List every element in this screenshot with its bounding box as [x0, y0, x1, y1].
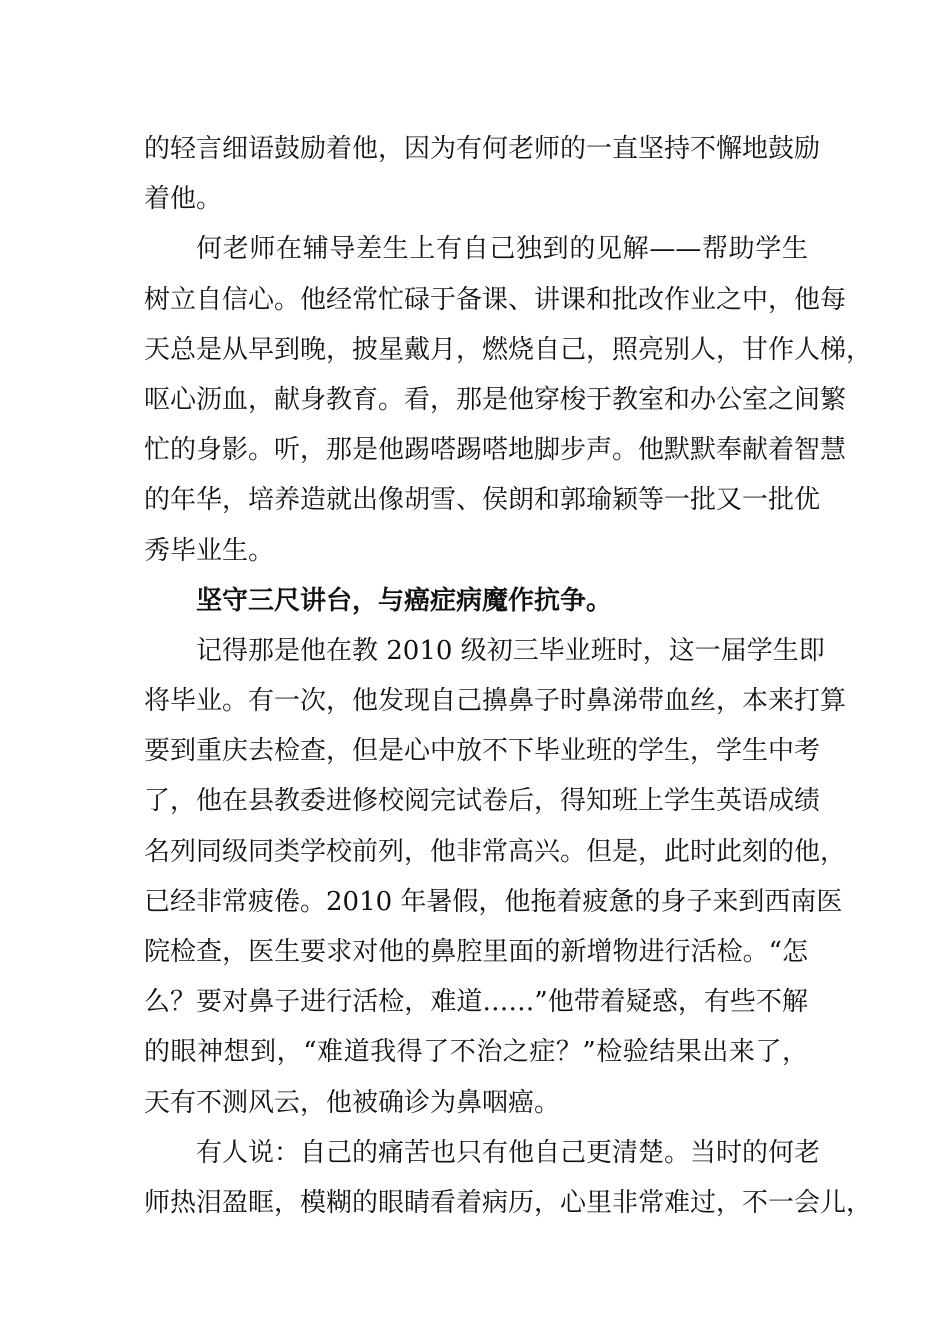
- text-line: 了，他在县教委进修校阅完试卷后，得知班上学生英语成绩: [144, 786, 821, 817]
- text-line: 要到重庆去检查，但是心中放不下毕业班的学生，学生中考: [144, 736, 821, 767]
- text-line: 的年华，培养造就出像胡雪、侯朗和郭瑜颖等一批又一批优: [144, 485, 821, 516]
- text-line: 将毕业。有一次，他发现自己擤鼻子时鼻涕带血丝，本来打算: [144, 686, 847, 717]
- text-line: 已经非常疲倦。2010 年暑假，他拖着疲惫的身子来到西南医: [144, 886, 843, 917]
- document-body: [144, 124, 873, 1228]
- text-line: 天有不测风云，他被确诊为鼻咽癌。: [144, 1087, 561, 1118]
- text-line: 记得那是他在教 2010 级初三毕业班时，这一届学生即: [196, 635, 825, 666]
- text-line: 有人说：自己的痛苦也只有他自己更清楚。当时的何老: [196, 1137, 821, 1168]
- text-line: 师热泪盈眶，模糊的眼睛看着病历，心里非常难过，不一会儿，: [144, 1187, 873, 1218]
- text-line: 么？要对鼻子进行活检，难道……”他带着疑惑，有些不解: [144, 987, 808, 1018]
- text-line: 天总是从早到晚，披星戴月，燃烧自己，照亮别人，甘作人梯，: [144, 334, 873, 365]
- text-line: 的眼神想到，“难道我得了不治之症？”检验结果出来了，: [144, 1037, 808, 1068]
- paragraph-p2: [144, 224, 873, 575]
- text-line: 坚守三尺讲台，与癌症病魔作抗争。: [196, 585, 613, 616]
- text-line: 忙的身影。听，那是他踢嗒踢嗒地脚步声。他默默奉献着智慧: [144, 435, 847, 466]
- paragraph-p1: [144, 124, 821, 224]
- text-line: 的轻言细语鼓励着他，因为有何老师的一直坚持不懈地鼓励: [144, 134, 821, 164]
- paragraph-p5: [144, 1128, 873, 1228]
- paragraph-p3: [144, 576, 808, 626]
- paragraph-p4: [144, 626, 847, 1128]
- text-line: 呕心沥血，献身教育。看，那是他穿梭于教室和办公室之间繁: [144, 384, 847, 415]
- text-line: 树立自信心。他经常忙碌于备课、讲课和批改作业之中，他每: [144, 284, 847, 315]
- text-line: 院检查，医生要求对他的鼻腔里面的新增物进行活检。“怎: [144, 937, 808, 967]
- text-line: 着他。: [144, 184, 223, 215]
- text-line: 秀毕业生。: [144, 535, 275, 566]
- text-line: 名列同级同类学校前列，他非常高兴。但是，此时此刻的他，: [144, 836, 847, 867]
- text-line: 何老师在辅导差生上有自己独到的见解——帮助学生: [196, 234, 808, 265]
